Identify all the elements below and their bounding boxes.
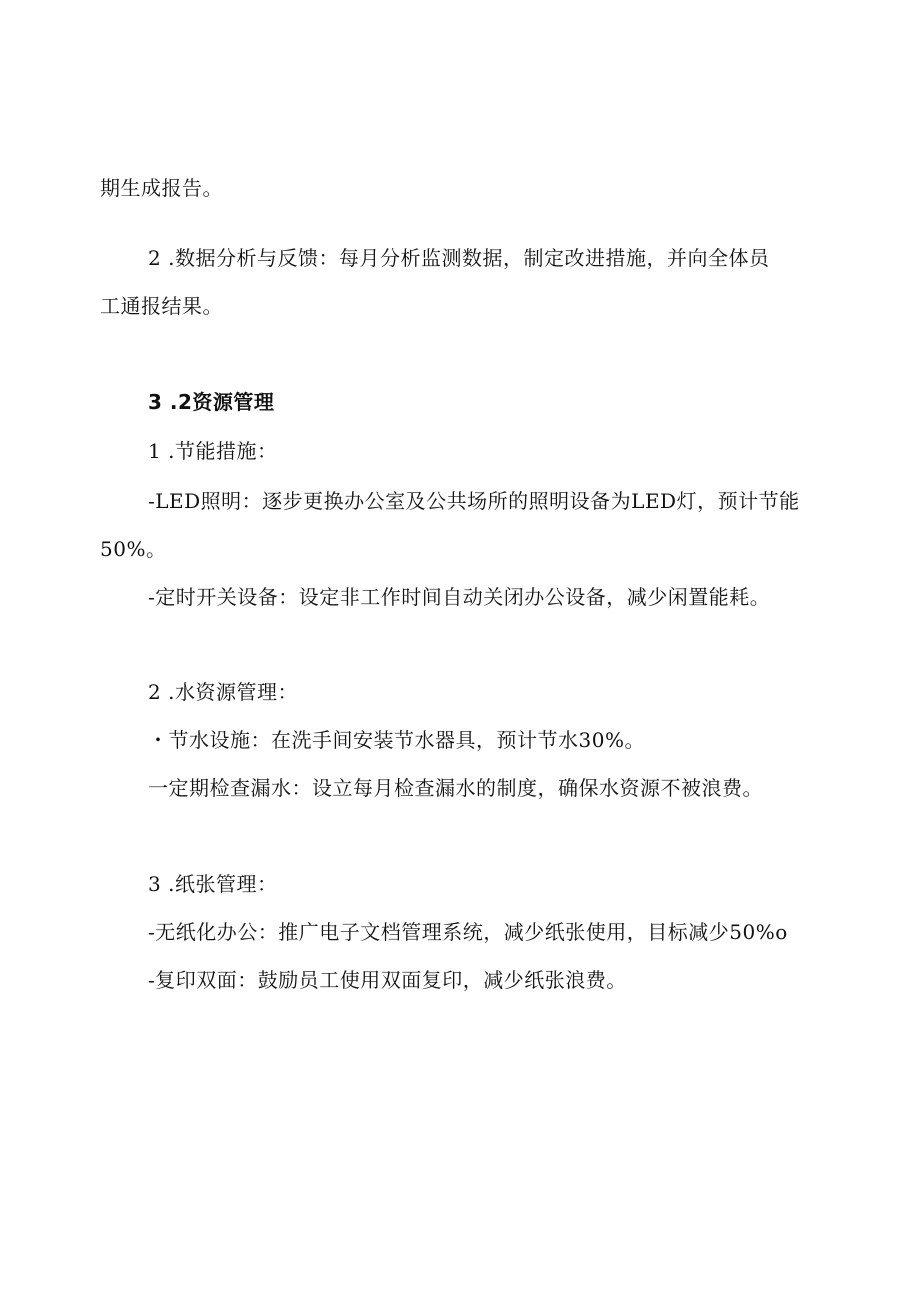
bullet-water-saving-fixtures: ・节水设施：在洗手间安装节水器具，预计节水30%。 [148, 728, 645, 752]
list-item-water-management: 2 .水资源管理： [148, 680, 298, 704]
bullet-paperless-office: -无纸化办公：推广电子文档管理系统，减少纸张使用，目标减少50%o [148, 920, 788, 944]
bullet-double-sided-printing: -复印双面：鼓励员工使用双面复印，减少纸张浪费。 [148, 968, 627, 992]
list-item-paper-management: 3 .纸张管理： [148, 872, 278, 896]
list-item-energy-saving: 1 .节能措施： [148, 439, 278, 463]
bullet-led-lighting-continued: 50%。 [100, 537, 167, 561]
section-heading-resource-management: 3 .2资源管理 [148, 390, 275, 414]
bullet-led-lighting: -LED照明：逐步更换办公室及公共场所的照明设备为LED灯，预计节能 [148, 489, 800, 513]
bullet-leak-inspection: 一定期检查漏水：设立每月检查漏水的制度，确保水资源不被浪费。 [148, 776, 763, 800]
bullet-timer-switch: -定时开关设备：设定非工作时间自动关闭办公设备，减少闲置能耗。 [148, 585, 771, 609]
list-item-data-analysis: 2 .数据分析与反馈：每月分析监测数据，制定改进措施，并向全体员 [148, 246, 770, 270]
paragraph-continuation: 期生成报告。 [100, 176, 223, 200]
list-item-data-analysis-continued: 工通报结果。 [100, 294, 223, 318]
